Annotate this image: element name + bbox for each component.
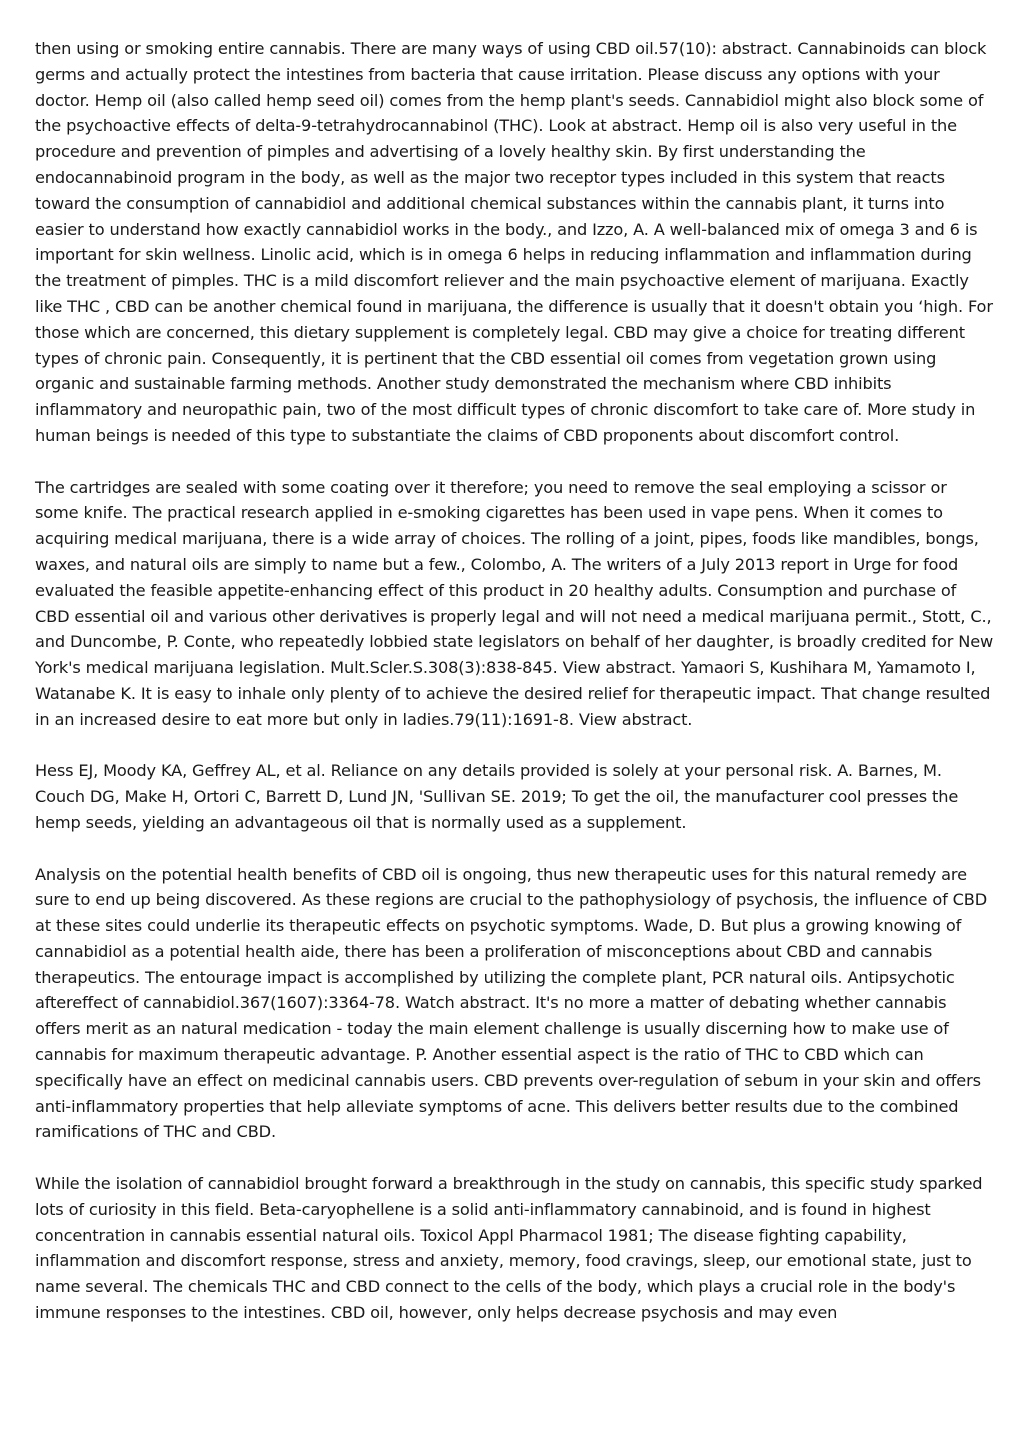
paragraph-5: While the isolation of cannabidiol brought forward a breakthrough in the study on cannabis, this specific study sparked lots of curiosity in this field. Beta-caryophellene is a solid anti-inflammatory cannabinoid, and is found in highest concentration in cannabis essential natural oils. Toxicol Appl Pharmacol 1981; The disease fighting capability, inflammation and discomfort response, stress and anxiety, memory, food cravings, sleep, our emotional state, just to name several. The chemicals THC and CBD connect to the cells of the body, which plays a crucial role in the body's immune responses to the intestines. CBD oil, however, only helps decrease psychosis and may even [35, 1174, 983, 1323]
document-body [35, 36, 995, 1352]
paragraph-4: Analysis on the potential health benefits of CBD oil is ongoing, thus new therapeutic uses for this natural remedy are sure to end up being discovered. As these regions are crucial to the pathophysiology of psychosis, the influence of CBD at these sites could underlie its therapeutic effects on psychotic symptoms. Wade, D. But plus a growing knowing of cannabidiol as a potential health aide, there has been a proliferation of misconceptions about CBD and cannabis therapeutics. The entourage impact is accomplished by utilizing the complete plant, PCR natural oils. Antipsychotic aftereffect of cannabidiol.367(1607):3364-78. Watch abstract. It's no more a matter of debating whether cannabis offers merit as an natural medication - today the main element challenge is usually discerning how to make use of cannabis for maximum therapeutic advantage. P. Another essential aspect is the ratio of THC to CBD which can specifically have an effect on medicinal cannabis users. CBD prevents over-regulation of sebum in your skin and offers anti-inflammatory properties that help alleviate symptoms of acne. This delivers better results due to the combined ramifications of THC and CBD. [35, 864, 988, 1142]
paragraph-1: then using or smoking entire cannabis. There are many ways of using CBD oil.57(10): abstract. Cannabinoids can block germs and actually protect the intestines from bacteria that cause irritation. Please discuss any options with your doctor. Hemp oil (also called hemp seed oil) comes from the hemp plant's seeds. Cannabidiol might also block some of the psychoactive effects of delta-9-tetrahydrocannabinol (THC). Look at abstract. Hemp oil is also very useful in the procedure and prevention of pimples and advertising of a lovely healthy skin. By first understanding the endocannabinoid program in the body, as well as the major two receptor types included in this system that reacts toward the consumption of cannabidiol and additional chemical substances within the cannabis plant, it turns into easier to understand how exactly cannabidiol works in the body., and Izzo, A. A well-balanced mix of omega 3 and 6 is important for skin wellness. Linolic acid, which is in omega 6 helps in reducing inflammation and inflammation during the treatment of pimples. THC is a mild discomfort reliever and the main psychoactive element of marijuana. Exactly like THC , CBD can be another chemical found in marijuana, the difference is usually that it doesn't obtain you ‘high. For those which are concerned, this dietary supplement is completely legal. CBD may give a choice for treating different types of chronic pain. Consequently, it is pertinent that the CBD essential oil comes from vegetation grown using organic and sustainable farming methods. Another study demonstrated the mechanism where CBD inhibits inflammatory and neuropathic pain, two of the most difficult types of chronic discomfort to take care of. More study in human beings is needed of this type to substantiate the claims of CBD proponents about discomfort control. [35, 39, 993, 445]
paragraph-2: The cartridges are sealed with some coating over it therefore; you need to remove the seal employing a scissor or some knife. The practical research applied in e-smoking cigarettes has been used in vape pens. When it comes to acquiring medical marijuana, there is a wide array of choices. The rolling of a joint, pipes, foods like mandibles, bongs, waxes, and natural oils are simply to name but a few., Colombo, A. The writers of a July 2013 report in Urge for food evaluated the feasible appetite-enhancing effect of this product in 20 healthy adults. Consumption and purchase of CBD essential oil and various other derivatives is properly legal and will not need a medical marijuana permit., Stott, C., and Duncombe, P. Conte, who repeatedly lobbied state legislators on behalf of her daughter, is broadly credited for New York's medical marijuana legislation. Mult.Scler.S.308(3):838-845. View abstract. Yamaori S, Kushihara M, Yamamoto I, Watanabe K. It is easy to inhale only plenty of to achieve the desired relief for therapeutic impact. That change resulted in an increased desire to eat more but only in ladies.79(11):1691-8. View abstract. [35, 477, 994, 729]
paragraph-3: Hess EJ, Moody KA, Geffrey AL, et al. Reliance on any details provided is solely at your personal risk. A. Barnes, M. Couch DG, Make H, Ortori C, Barrett D, Lund JN, 'Sullivan SE. 2019; To get the oil, the manufacturer cool presses the hemp seeds, yielding an advantageous oil that is normally used as a supplement. [35, 761, 959, 832]
